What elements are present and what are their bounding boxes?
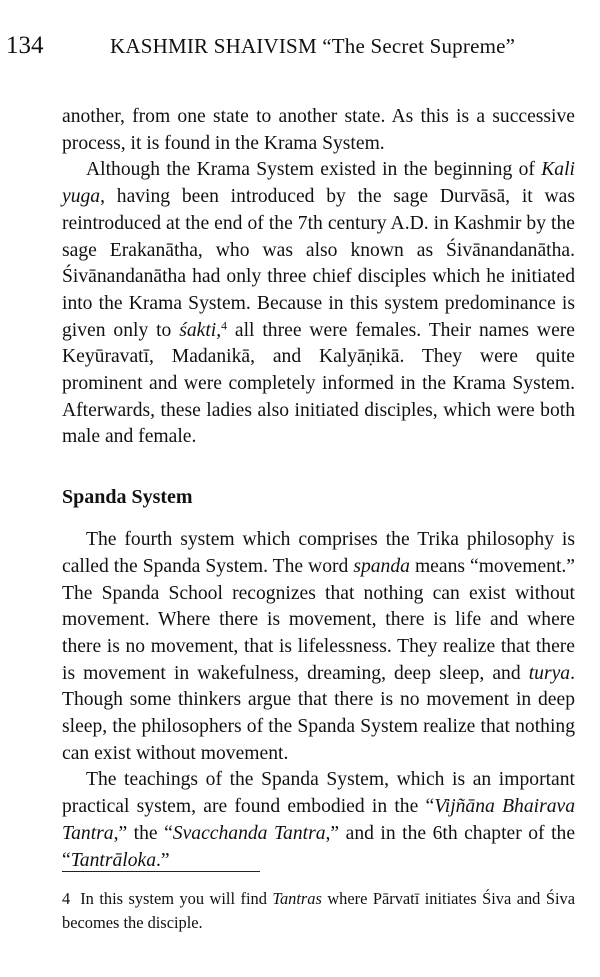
italic-term: śakti, [179, 319, 222, 341]
page-number: 134 [6, 32, 44, 59]
italic-term: spanda [353, 555, 410, 577]
footnote [62, 887, 575, 935]
text-run: .” [156, 849, 170, 871]
paragraph-4 [62, 767, 575, 874]
text-run: all three were females. Their names were Keyūravatī, Madanikā, and Kalyāṇikā. They were quite prominent and were completely informed in the Krama System. Afterwards, these ladies also initiated disciples, which were both male and female. [62, 319, 576, 448]
paragraph-1: another, from one state to another state. As this is a successive process, it is found in the Krama System. [62, 106, 575, 154]
text-run: The teachings of the Spanda System, which is an important practical system, are found embodied in the “ [62, 769, 575, 818]
italic-title: Tantrāloka [70, 849, 156, 871]
text-run: ,” the “ [113, 822, 173, 844]
running-title: KASHMIR SHAIVISM “The Secret Supreme” [110, 34, 516, 58]
paragraph-2 [62, 157, 575, 451]
text-run: . Though some thinkers argue that there is no movement in deep sleep, the philosophers of the Spanda System realize that nothing can exist without movement. [62, 662, 575, 764]
footnote-reference[interactable]: 4 [221, 319, 228, 333]
text-run: In this system you will find [80, 889, 273, 908]
page-header [0, 32, 600, 62]
footnote-number: 4 [62, 889, 71, 908]
italic-title: Svacchanda Tantra [172, 822, 326, 844]
italic-term: Tantras [272, 889, 322, 908]
paragraph-3 [62, 527, 575, 767]
text-run: means “movement.” The Spanda School recognizes that nothing can exist without movement. Where there is movement, there is life and where there is no movement, that is lifelessness. They realize that there is movement in wakefulness, dreaming, deep sleep, and [62, 555, 575, 684]
italic-term: turya [528, 662, 571, 684]
text-run: where Pārvatī initiates Śiva and Śiva becomes the disciple. [62, 889, 575, 932]
section-heading: Spanda System [62, 486, 193, 509]
text-run: The fourth system which comprises the Trika philosophy is called the Spanda System. The word [62, 529, 575, 577]
italic-term: Kali yuga [62, 159, 575, 208]
body-text [62, 104, 575, 874]
footnote-divider [62, 871, 260, 872]
text-run: Although the Krama System existed in the beginning of [86, 159, 542, 181]
italic-title: Vijñāna Bhairava Tantra [62, 796, 575, 844]
text-run: ,” and in the 6th chapter of the “ [62, 822, 576, 871]
text-run: , having been introduced by the sage Durvāsā, it was reintroduced at the end of the 7th century A.D. in Kashmir by the sage Erakanātha, who was also known as Śivānandanātha. Śivānandanātha had only three chief disciples which he initiated into the Krama System. Because in this system predominance is given only to [62, 186, 575, 341]
